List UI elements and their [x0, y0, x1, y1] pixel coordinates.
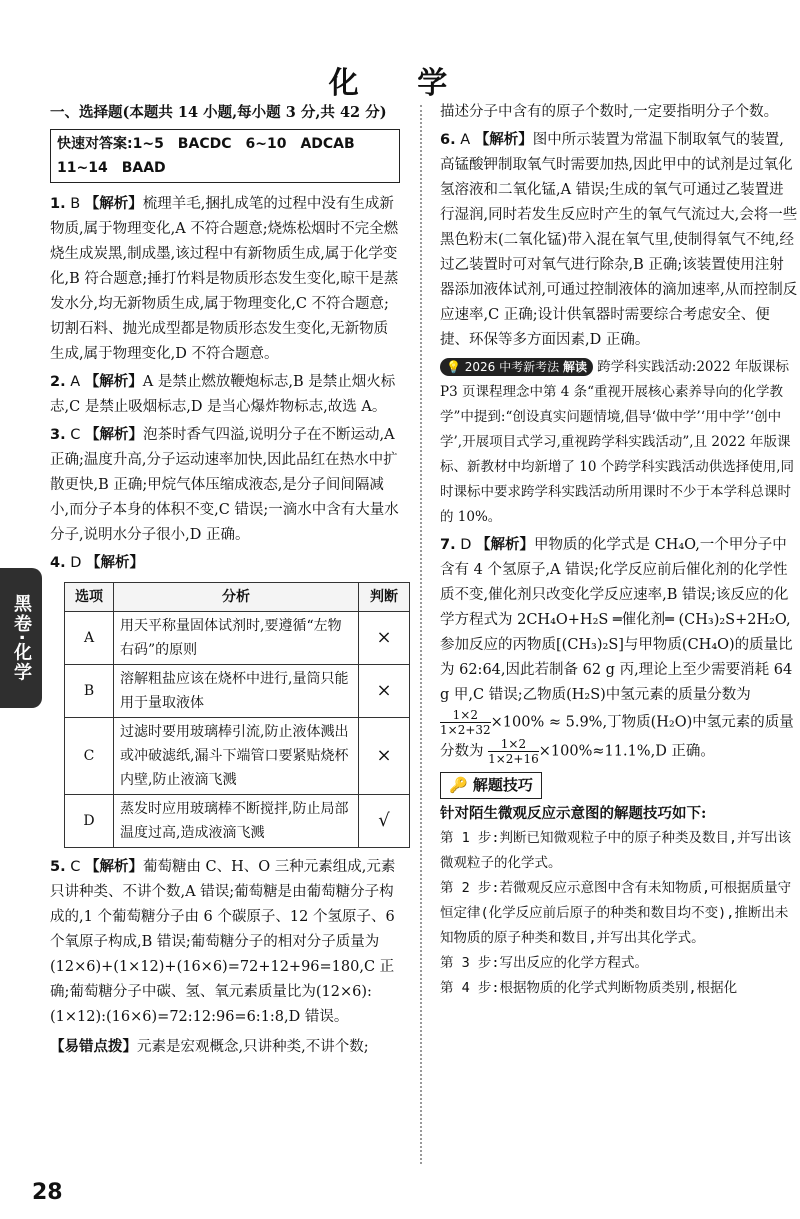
question-text-c: ×100%≈11.1%,D 正确。	[538, 743, 715, 760]
option-cell: B	[65, 665, 114, 718]
question-number: 4.	[50, 555, 66, 571]
question-number: 7.	[440, 537, 456, 553]
page-number: 28	[32, 1180, 63, 1205]
analysis-tag: 【解析】	[84, 426, 143, 443]
question-6	[440, 127, 798, 353]
question-2	[50, 369, 400, 420]
column-divider	[420, 105, 422, 1164]
fraction-numerator: 1×2	[488, 737, 539, 752]
table-row	[65, 612, 410, 665]
error-note	[50, 1034, 400, 1060]
error-note-text: 元素是宏观概念,只讲种类,不讲个数;	[137, 1039, 369, 1055]
judge-cell: ×	[359, 612, 410, 665]
analysis-cell: 溶解粗盐应该在烧杯中进行,量筒只能用于量取液体	[114, 665, 359, 718]
table-row	[65, 795, 410, 848]
judge-cell: ×	[359, 665, 410, 718]
option-cell: A	[65, 612, 114, 665]
new-exam-badge: 💡 2026 中考新考法 解读	[440, 358, 593, 376]
question-text: 葡萄糖由 C、H、O 三种元素组成,元素只讲种类、不讲个数,A 错误;葡萄糖是由葡萄糖分子构成的,1 个葡萄糖分子由 6 个碳原子、12 个氢原子、6 个氧原子构成,B 错误;葡萄糖分子的相对分子质量为(12×6)+(1×12)+(16×6)=72+12+96=180,C 正确;葡萄糖分子中碳、氢、氧元素质量比为(12×6):(1×12):(16×6)=72:12:96=6:1:8,D 错误。	[50, 859, 396, 1025]
question-number: 6.	[440, 132, 456, 148]
tip-heading: 🔑 解题技巧	[440, 772, 542, 799]
error-note-tag: 【易错点拨】	[50, 1038, 137, 1055]
fraction-2	[488, 737, 539, 766]
question-7	[440, 532, 798, 766]
table-header: 选项	[65, 583, 114, 612]
judge-cell: √	[359, 795, 410, 848]
table-header-row	[65, 583, 410, 612]
new-exam-badge-label: 2026 中考新考法	[464, 360, 560, 374]
table-header: 分析	[114, 583, 359, 612]
tip-step: 第 4 步:根据物质的化学式判断物质类别,根据化	[440, 980, 738, 996]
question-answer: D	[70, 555, 82, 571]
question-number: 5.	[50, 859, 66, 875]
fraction-1	[440, 708, 491, 737]
question-1	[50, 191, 400, 367]
page-title: 化 学	[328, 66, 472, 101]
new-exam-label: 解读	[562, 360, 587, 374]
question-number: 3.	[50, 427, 66, 443]
question-answer: C	[70, 859, 81, 875]
new-exam-section	[440, 355, 798, 530]
tip-step: 第 1 步:判断已知微观粒子中的原子种类及数目,并写出该微观粒子的化学式。	[440, 830, 792, 871]
table-header: 判断	[359, 583, 410, 612]
question-3	[50, 422, 400, 548]
fraction-numerator: 1×2	[440, 708, 491, 723]
question-text: 泡茶时香气四溢,说明分子在不断运动,A 正确;温度升高,分子运动速率加快,因此品红在热水中扩散更快,B 正确;甲烷气体压缩成液态,是分子间间隔减小,而分子本身的体积不变,C 错误;一滴水中含有大量水分子,说明水分子很小,D 正确。	[50, 427, 399, 543]
table-row	[65, 665, 410, 718]
question-5	[50, 854, 400, 1030]
tip-title: 针对陌生微观反应示意图的解题技巧如下:	[440, 805, 707, 822]
quick-answer-box	[50, 129, 400, 183]
question-answer: A	[460, 132, 471, 148]
left-column	[50, 100, 400, 1060]
fraction-denominator: 1×2+32	[440, 723, 491, 737]
answer-line-2: 11~14 BAAD	[57, 160, 166, 176]
analysis-cell: 用天平称量固体试剂时,要遵循“左物右码”的原则	[114, 612, 359, 665]
analysis-tag: 【解析】	[86, 554, 144, 571]
analysis-tag: 【解析】	[84, 195, 143, 212]
analysis-cell: 蒸发时应用玻璃棒不断搅拌,防止局部温度过高,造成液滴飞溅	[114, 795, 359, 848]
question-text-a: 甲物质的化学式是 CH₄O,一个甲分子中含有 4 个氢原子,A 错误;化学反应前后催化剂的化学性质不变,催化剂只改变化学反应速率,B 错误;该反应的化学方程式为 2CH₄O+H₂S ═催化剂═ (CH₃)₂S+2H₂O,参加反应的丙物质[(CH₃)₂S]与甲物质(CH₄O)的质量比为 62:64,因此若制备 62 g 丙,理论上至少需要消耗 64 g 甲,C 错误;乙物质(H₂S)中氢元素的质量分数为	[440, 537, 793, 703]
question-text-b: ×100% ≈ 5.9%,丁物质(H₂O)中氢元素的质量分数为	[440, 714, 794, 760]
tip-step: 第 3 步:写出反应的化学方程式。	[440, 955, 649, 971]
new-exam-text: 跨学科实践活动:2022 年版课标 P3 页课程理念中第 4 条“重视开展核心素养导向的化学教学”中提到:“创设真实问题情境,倡导‘做中学’‘用中学’‘创中学’,开展项目式学习,重视跨学科实践活动”,且 2022 年版课标、新教材中均新增了 10 个跨学科实践活动供选择使用,同时课标中要求跨学科实践活动所用课时不少于本学科总课时的 10%。	[440, 359, 795, 525]
analysis-tag: 【解析】	[476, 536, 534, 553]
option-cell: C	[65, 718, 114, 795]
question-answer: D	[460, 537, 472, 553]
analysis-tag: 【解析】	[84, 858, 143, 875]
analysis-table	[64, 582, 410, 848]
question-text: A 是禁止燃放鞭炮标志,B 是禁止烟火标志,C 是禁止吸烟标志,D 是当心爆炸物标志,故选 A。	[50, 374, 396, 415]
question-answer: B	[70, 196, 81, 212]
question-answer: C	[70, 427, 81, 443]
right-column	[440, 100, 798, 1001]
question-answer: A	[70, 374, 81, 390]
question-text: 图中所示装置为常温下制取氧气的装置,高锰酸钾制取氧气时需要加热,因此甲中的试剂是过氧化氢溶液和二氧化锰,A 错误;生成的氧气可通过乙装置进行湿润,同时若发生反应时产生的氧气气流过大,会将一些黑色粉末(二氧化锰)带入混在氧气里,使制得氧气不纯,经过乙装置时可对氧气进行除杂,B 正确;该装置使用注射器添加液体试剂,可通过控制液体的滴加速率,从而控制反应速率,C 正确;设计供氧器时需要综合考虑安全、便捷、环保等多方面因素,D 正确。	[440, 132, 798, 348]
question-number: 1.	[50, 196, 66, 212]
option-cell: D	[65, 795, 114, 848]
tip-step: 第 2 步:若微观反应示意图中含有未知物质,可根据质量守恒定律(化学反应前后原子的种类和数目均不变),推断出未知物质的原子种类和数目,并写出其化学式。	[440, 880, 792, 946]
table-row	[65, 718, 410, 795]
answer-line-1: 快速对答案:1~5 BACDC 6~10 ADCAB	[57, 136, 355, 152]
analysis-tag: 【解析】	[474, 131, 533, 148]
section-heading: 一、选择题(本题共 14 小题,每小题 3 分,共 42 分)	[50, 104, 387, 121]
question-text: 梳理羊毛,捆扎成笔的过程中没有生成新物质,属于物理变化,A 不符合题意;烧炼松烟时不完全燃烧生成炭黑,制成墨,该过程中有新物质生成,属于化学变化,B 符合题意;捶打竹料是物质形态发生变化,晾干是蒸发水分,均无新物质生成,属于物理变化,C 不符合题意;切割石料、抛光成型都是物质形态发生变化,无新物质生成,属于物理变化,D 不符合题意。	[50, 196, 399, 362]
analysis-tag: 【解析】	[84, 373, 143, 390]
judge-cell: ×	[359, 718, 410, 795]
continued-text: 描述分子中含有的原子个数时,一定要指明分子个数。	[440, 104, 779, 120]
side-tab: 黑卷·化学	[0, 568, 42, 708]
fraction-denominator: 1×2+16	[488, 752, 539, 766]
question-number: 2.	[50, 374, 66, 390]
question-4	[50, 550, 400, 576]
analysis-cell: 过滤时要用玻璃棒引流,防止液体溅出或冲破滤纸,漏斗下端管口要紧贴烧杯内壁,防止液滴飞溅	[114, 718, 359, 795]
tip-heading-label: 解题技巧	[472, 776, 533, 794]
